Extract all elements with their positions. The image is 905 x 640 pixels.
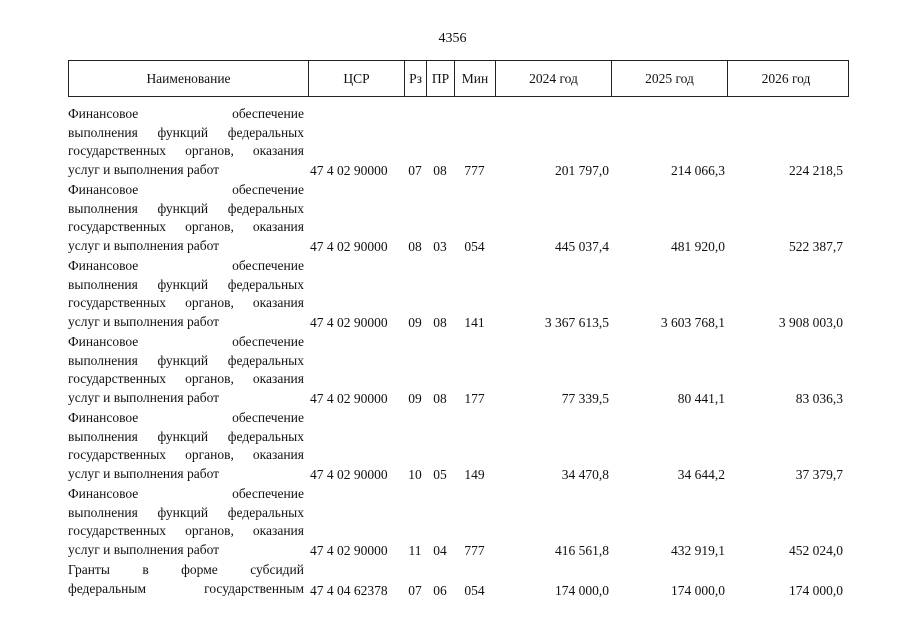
row-2024 bbox=[495, 333, 611, 409]
row-rz-value: 09 bbox=[408, 391, 422, 407]
row-name bbox=[68, 485, 308, 561]
header-2025: 2025 год bbox=[612, 61, 728, 96]
row-2024 bbox=[495, 561, 611, 601]
table-body bbox=[68, 105, 849, 601]
row-csr bbox=[308, 257, 404, 333]
row-rz-value: 07 bbox=[408, 583, 422, 599]
row-csr-value: 47 4 02 90000 bbox=[310, 315, 388, 331]
row-name-line: Гранты в форме субсидий bbox=[68, 562, 304, 577]
row-2026 bbox=[727, 333, 843, 409]
row-csr-value: 47 4 02 90000 bbox=[310, 239, 388, 255]
row-2024-value: 77 339,5 bbox=[561, 391, 609, 407]
row-rz-value: 10 bbox=[408, 467, 422, 483]
row-name-line: выполнения функций федеральных bbox=[68, 504, 304, 520]
row-name-line: услуг и выполнения работ bbox=[68, 389, 220, 405]
row-name-line: выполнения функций федеральных bbox=[68, 428, 304, 444]
row-min bbox=[454, 485, 495, 561]
row-2026-value: 452 024,0 bbox=[789, 543, 843, 559]
row-2025 bbox=[611, 257, 727, 333]
header-rz: Рз bbox=[405, 61, 427, 96]
row-csr bbox=[308, 333, 404, 409]
row-name-line: Финансовое обеспечение bbox=[68, 410, 304, 425]
row-2026-value: 522 387,7 bbox=[789, 239, 843, 255]
row-csr-value: 47 4 02 90000 bbox=[310, 163, 388, 179]
row-2025 bbox=[611, 409, 727, 485]
row-2026-value: 37 379,7 bbox=[795, 467, 843, 483]
row-rz-value: 11 bbox=[408, 543, 422, 559]
row-rz bbox=[404, 561, 426, 601]
row-pr bbox=[426, 485, 454, 561]
row-rz bbox=[404, 181, 426, 257]
row-rz bbox=[404, 105, 426, 181]
row-2026-value: 83 036,3 bbox=[795, 391, 843, 407]
row-rz bbox=[404, 257, 426, 333]
row-2025 bbox=[611, 333, 727, 409]
row-pr bbox=[426, 409, 454, 485]
row-min bbox=[454, 409, 495, 485]
row-2024-value: 445 037,4 bbox=[555, 239, 609, 255]
row-csr-value: 47 4 04 62378 bbox=[310, 583, 388, 599]
table-row bbox=[68, 561, 849, 601]
row-rz-value: 08 bbox=[408, 239, 422, 255]
row-csr bbox=[308, 409, 404, 485]
row-name-line: Финансовое обеспечение bbox=[68, 334, 304, 349]
table-header bbox=[68, 60, 849, 97]
row-pr bbox=[426, 105, 454, 181]
row-rz-value: 07 bbox=[408, 163, 422, 179]
row-name-line: Финансовое обеспечение bbox=[68, 182, 304, 197]
row-2026 bbox=[727, 181, 843, 257]
header-csr: ЦСР bbox=[309, 61, 405, 96]
page-number: 4356 bbox=[438, 31, 467, 46]
row-pr-value: 08 bbox=[433, 163, 447, 179]
row-2024 bbox=[495, 409, 611, 485]
row-2025-value: 214 066,3 bbox=[671, 163, 725, 179]
row-min-value: 149 bbox=[464, 467, 485, 483]
row-name bbox=[68, 181, 308, 257]
row-csr bbox=[308, 485, 404, 561]
row-name-line: услуг и выполнения работ bbox=[68, 161, 220, 177]
row-2025-value: 481 920,0 bbox=[671, 239, 725, 255]
row-pr bbox=[426, 561, 454, 601]
row-min-value: 054 bbox=[464, 583, 485, 599]
row-2025 bbox=[611, 105, 727, 181]
row-2025 bbox=[611, 181, 727, 257]
row-2025 bbox=[611, 561, 727, 601]
row-csr-value: 47 4 02 90000 bbox=[310, 467, 388, 483]
row-rz bbox=[404, 333, 426, 409]
row-2026-value: 174 000,0 bbox=[789, 583, 843, 599]
header-name: Наименование bbox=[69, 61, 309, 96]
row-min-value: 777 bbox=[464, 163, 485, 179]
row-rz bbox=[404, 485, 426, 561]
row-pr-value: 04 bbox=[433, 543, 447, 559]
row-name-line: услуг и выполнения работ bbox=[68, 313, 220, 329]
row-2024-value: 3 367 613,5 bbox=[544, 315, 609, 331]
row-2024-value: 174 000,0 bbox=[555, 583, 609, 599]
row-min bbox=[454, 257, 495, 333]
row-2025-value: 34 644,2 bbox=[677, 467, 725, 483]
row-pr-value: 05 bbox=[433, 467, 447, 483]
row-name bbox=[68, 257, 308, 333]
row-name bbox=[68, 561, 308, 601]
row-min-value: 141 bbox=[464, 315, 485, 331]
row-pr-value: 08 bbox=[433, 391, 447, 407]
row-pr-value: 08 bbox=[433, 315, 447, 331]
row-2024 bbox=[495, 257, 611, 333]
row-name-line: государственных органов, оказания bbox=[68, 371, 304, 387]
row-csr bbox=[308, 561, 404, 601]
row-name bbox=[68, 409, 308, 485]
row-2025-value: 432 919,1 bbox=[671, 543, 725, 559]
row-name-line: федеральным государственным bbox=[68, 580, 304, 596]
row-2024-value: 201 797,0 bbox=[555, 163, 609, 179]
row-name-line: государственных органов, оказания bbox=[68, 219, 304, 235]
row-name-line: выполнения функций федеральных bbox=[68, 124, 304, 140]
row-name-line: Финансовое обеспечение bbox=[68, 106, 304, 121]
row-pr bbox=[426, 257, 454, 333]
row-2024 bbox=[495, 105, 611, 181]
row-min bbox=[454, 105, 495, 181]
row-name-line: государственных органов, оказания bbox=[68, 295, 304, 311]
row-min bbox=[454, 561, 495, 601]
row-pr bbox=[426, 333, 454, 409]
row-2024-value: 34 470,8 bbox=[561, 467, 609, 483]
row-name-line: выполнения функций федеральных bbox=[68, 352, 304, 368]
row-name bbox=[68, 105, 308, 181]
row-csr-value: 47 4 02 90000 bbox=[310, 391, 388, 407]
row-csr bbox=[308, 105, 404, 181]
table-row bbox=[68, 181, 849, 257]
row-2025-value: 3 603 768,1 bbox=[660, 315, 725, 331]
row-name-line: государственных органов, оказания bbox=[68, 143, 304, 159]
table-row bbox=[68, 333, 849, 409]
row-pr-value: 03 bbox=[433, 239, 447, 255]
header-2026: 2026 год bbox=[761, 70, 811, 86]
row-2026 bbox=[727, 485, 843, 561]
row-min-value: 777 bbox=[464, 543, 485, 559]
table-row bbox=[68, 409, 849, 485]
row-name-line: выполнения функций федеральных bbox=[68, 276, 304, 292]
header-min: Мин bbox=[455, 61, 496, 96]
row-csr-value: 47 4 02 90000 bbox=[310, 543, 388, 559]
row-pr-value: 06 bbox=[433, 583, 447, 599]
row-2025-value: 174 000,0 bbox=[671, 583, 725, 599]
row-2024-value: 416 561,8 bbox=[555, 543, 609, 559]
table-row bbox=[68, 485, 849, 561]
row-rz-value: 09 bbox=[408, 315, 422, 331]
row-name-line: Финансовое обеспечение bbox=[68, 486, 304, 501]
row-name-line: Финансовое обеспечение bbox=[68, 258, 304, 273]
row-2026-value: 224 218,5 bbox=[789, 163, 843, 179]
row-rz bbox=[404, 409, 426, 485]
header-2024: 2024 год bbox=[496, 61, 612, 96]
row-min bbox=[454, 181, 495, 257]
row-2026 bbox=[727, 105, 843, 181]
row-2026 bbox=[727, 257, 843, 333]
row-name-line: государственных органов, оказания bbox=[68, 523, 304, 539]
table-row bbox=[68, 257, 849, 333]
row-name-line: выполнения функций федеральных bbox=[68, 200, 304, 216]
row-name-line: услуг и выполнения работ bbox=[68, 465, 220, 481]
row-name-line: государственных органов, оказания bbox=[68, 447, 304, 463]
row-2025 bbox=[611, 485, 727, 561]
row-min-value: 054 bbox=[464, 239, 485, 255]
row-2026 bbox=[727, 561, 843, 601]
row-2026 bbox=[727, 409, 843, 485]
row-min-value: 177 bbox=[464, 391, 485, 407]
row-name bbox=[68, 333, 308, 409]
row-name-line: услуг и выполнения работ bbox=[68, 541, 220, 557]
row-pr bbox=[426, 181, 454, 257]
row-2025-value: 80 441,1 bbox=[677, 391, 725, 407]
row-csr bbox=[308, 181, 404, 257]
row-2024 bbox=[495, 485, 611, 561]
row-min bbox=[454, 333, 495, 409]
row-2024 bbox=[495, 181, 611, 257]
header-pr: ПР bbox=[427, 61, 455, 96]
row-name-line: услуг и выполнения работ bbox=[68, 237, 220, 253]
row-2026-value: 3 908 003,0 bbox=[778, 315, 843, 331]
table-row bbox=[68, 105, 849, 181]
